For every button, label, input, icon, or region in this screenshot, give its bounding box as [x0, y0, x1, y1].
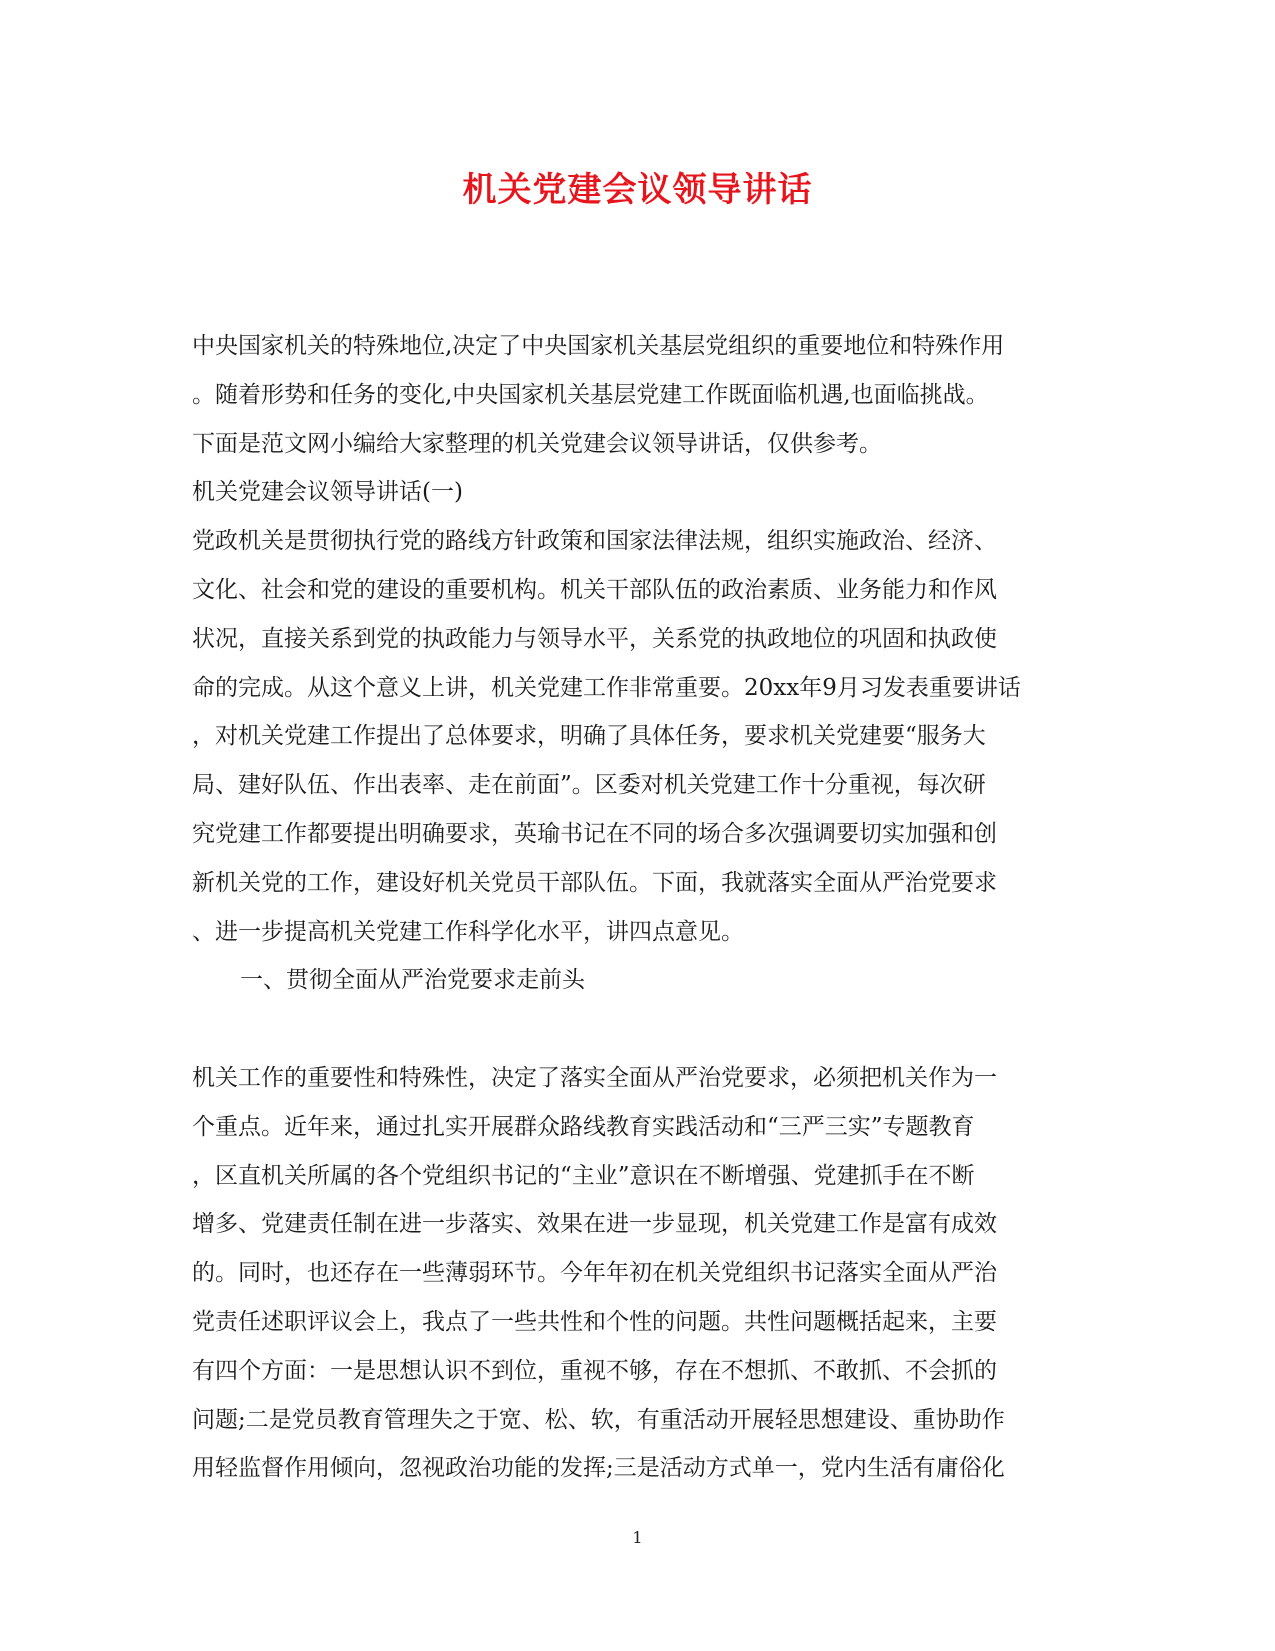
subtitle-line: 机关党建会议领导讲话(一)	[192, 479, 463, 506]
body-line: 。随着形势和任务的变化,中央国家机关基层党建工作既面临机遇,也面临挑战。	[192, 381, 989, 408]
body-line: 文化、社会和党的建设的重要机构。机关干部队伍的政治素质、业务能力和作风	[192, 576, 997, 603]
body-line: 状况，直接关系到党的执政能力与领导水平，关系党的执政地位的巩固和执政使	[192, 625, 997, 652]
body-line: 用轻监督作用倾向，忽视政治功能的发挥;三是活动方式单一，党内生活有庸俗化	[192, 1455, 1005, 1482]
body-line: 的。同时，也还存在一些薄弱环节。今年年初在机关党组织书记落实全面从严治	[192, 1260, 997, 1287]
body-line: ，区直机关所属的各个党组织书记的“主业”意识在不断增强、党建抓手在不断	[192, 1162, 975, 1189]
body-line: 中央国家机关的特殊地位,决定了中央国家机关基层党组织的重要地位和特殊作用	[192, 333, 1005, 359]
paragraph-gap	[192, 1005, 1082, 1054]
body-line: 个重点。近年来，通过扎实开展群众路线教育实践活动和“三严三实”专题教育	[192, 1113, 975, 1140]
document-body	[192, 322, 1082, 1493]
body-line: 命的完成。从这个意义上讲，机关党建工作非常重要。20xx年9月习发表重要讲话	[192, 674, 1021, 701]
body-line: 党政机关是贯彻执行党的路线方针政策和国家法律法规，组织实施政治、经济、	[192, 528, 997, 555]
body-line: 问题;二是党员教育管理失之于宽、松、软，有重活动开展轻思想建设、重协助作	[192, 1406, 1005, 1433]
body-line: 党责任述职评议会上，我点了一些共性和个性的问题。共性问题概括起来，主要	[192, 1308, 997, 1335]
section-heading: 一、贯彻全面从严治党要求走前头	[240, 967, 585, 994]
page-number: 1	[632, 1528, 643, 1547]
body-line: 究党建工作都要提出明确要求，英瑜书记在不同的场合多次强调要切实加强和创	[192, 820, 997, 847]
body-line: 有四个方面：一是思想认识不到位，重视不够，存在不想抓、不敢抓、不会抓的	[192, 1357, 997, 1384]
body-line: 机关工作的重要性和特殊性，决定了落实全面从严治党要求，必须把机关作为一	[192, 1064, 997, 1091]
body-line: 局、建好队伍、作出表率、走在前面”。区委对机关党建工作十分重视，每次研	[192, 772, 986, 799]
body-line: 新机关党的工作，建设好机关党员干部队伍。下面，我就落实全面从严治党要求	[192, 869, 997, 896]
body-line: 下面是范文网小编给大家整理的机关党建会议领导讲话，仅供参考。	[192, 430, 882, 457]
body-line: 增多、党建责任制在进一步落实、效果在进一步显现，机关党建工作是富有成效	[192, 1211, 997, 1238]
body-line: ，对机关党建工作提出了总体要求，明确了具体任务，要求机关党建要“服务大	[192, 723, 986, 750]
body-line: 、进一步提高机关党建工作科学化水平，讲四点意见。	[192, 918, 744, 945]
document-title: 机关党建会议领导讲话	[462, 170, 813, 210]
